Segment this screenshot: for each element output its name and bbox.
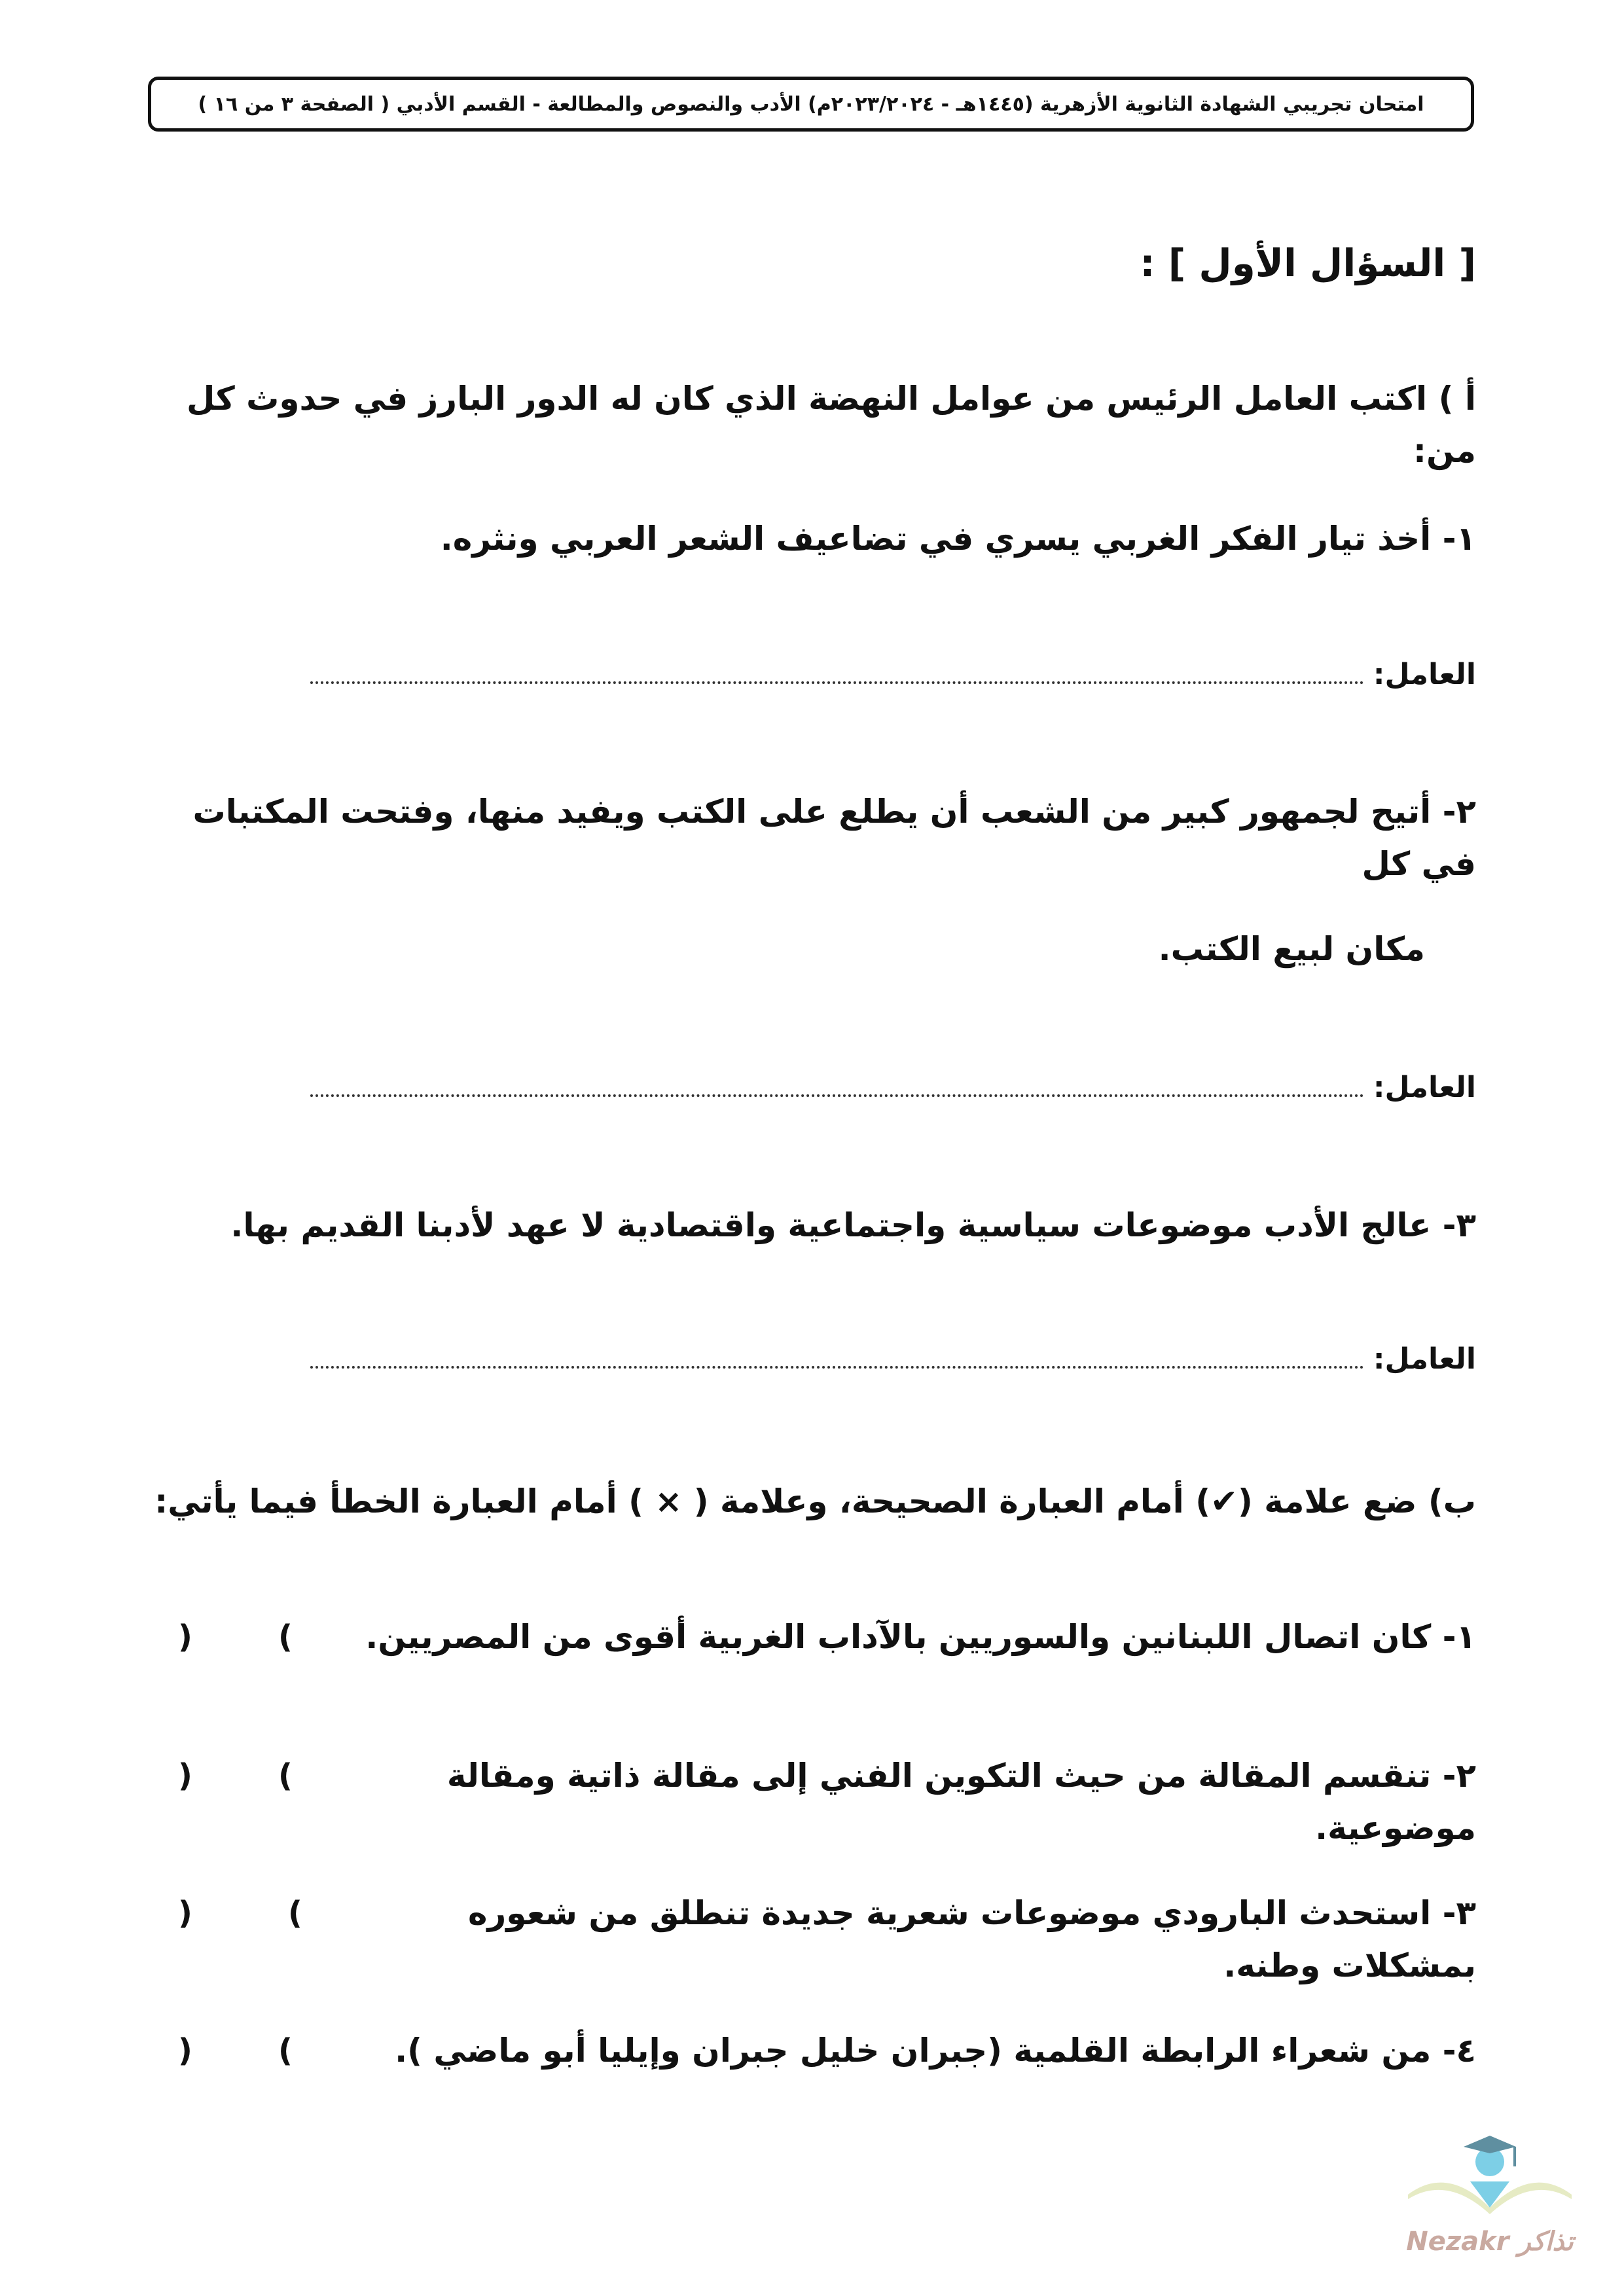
answer-paren-open[interactable]: ( [278,1619,293,1655]
answer-line-1[interactable] [310,652,1476,698]
answer-line-3[interactable] [310,1336,1476,1382]
tf-item-4: ٤- من شعراء الرابطة القلمية (جبران خليل جبران وإيليا أبو ماضي ). [395,2032,1476,2070]
answer-line-2[interactable] [310,1065,1476,1111]
header-text: امتحان تجريبي الشهادة الثانوية الأزهرية (١٤٤٥هـ - ٢٠٢٣/٢٠٢٤م) الأدب والنصوص والمطالعة - القسم الأدبي ( الصفحة ٣ من ١٦ ) [198,92,1424,116]
answer-paren-close: ) [178,1895,192,1931]
answer-dots [310,1068,1364,1097]
answer-paren-close: ) [178,1757,192,1794]
answer-label: العامل: [1373,658,1476,691]
answer-paren-close: ) [178,1619,192,1655]
prompt-text: ) أمام العبارة الصحيحة، وعلامة ( × ) أمام العبارة الخطأ فيما يأتي: [154,1482,1211,1520]
nezakr-logo [1395,2126,1585,2257]
answer-paren-open[interactable]: ( [288,1895,302,1931]
answer-dots [310,1340,1364,1369]
part-a-item-2: ٢- أتيح لجمهور كبير من الشعب أن يطلع على الكتب ويفيد منها، وفتحت المكتبات في كل [192,793,1476,883]
graduate-book-icon [1395,2126,1585,2224]
part-a-item-3: ٣- عالج الأدب موضوعات سياسية واجتماعية واقتصادية لا عهد لأدبنا القديم بها. [230,1206,1476,1244]
answer-paren-open[interactable]: ( [278,1757,293,1794]
answer-dots [310,655,1364,684]
answer-label: العامل: [1373,1071,1476,1104]
tf-item-2: ٢- تنقسم المقالة من حيث التكوين الفني إلى مقالة ذاتية ومقالة موضوعية. [446,1757,1476,1847]
answer-paren-close: ) [178,2032,192,2069]
tf-item-3: ٣- استحدث البارودي موضوعات شعرية جديدة تنطلق من شعوره بمشكلات وطنه. [467,1894,1476,1984]
check-icon: ✔ [1210,1482,1238,1520]
part-b-prompt [131,1475,1476,1528]
watermark-text: Nezakr تذاكر [1406,2227,1574,2257]
part-a-prompt: أ ) اكتب العامل الرئيس من عوامل النهضة الذي كان له الدور البارز في حدوث كل من: [187,380,1476,470]
page-header [148,77,1474,132]
answer-paren-open[interactable]: ( [278,2032,293,2069]
prompt-text: ب) ضع علامة ( [1237,1482,1476,1520]
question-title: [ السؤال الأول ] : [1140,241,1476,285]
tf-item-1: ١- كان اتصال اللبنانين والسوريين بالآداب الغربية أقوى من المصريين. [365,1618,1476,1656]
part-a-item-2-continuation: مكان لبيع الكتب. [1158,930,1425,968]
part-a-item-1: ١- أخذ تيار الفكر الغربي يسري في تضاعيف الشعر العربي ونثره. [440,520,1476,558]
answer-label: العامل: [1373,1342,1476,1376]
